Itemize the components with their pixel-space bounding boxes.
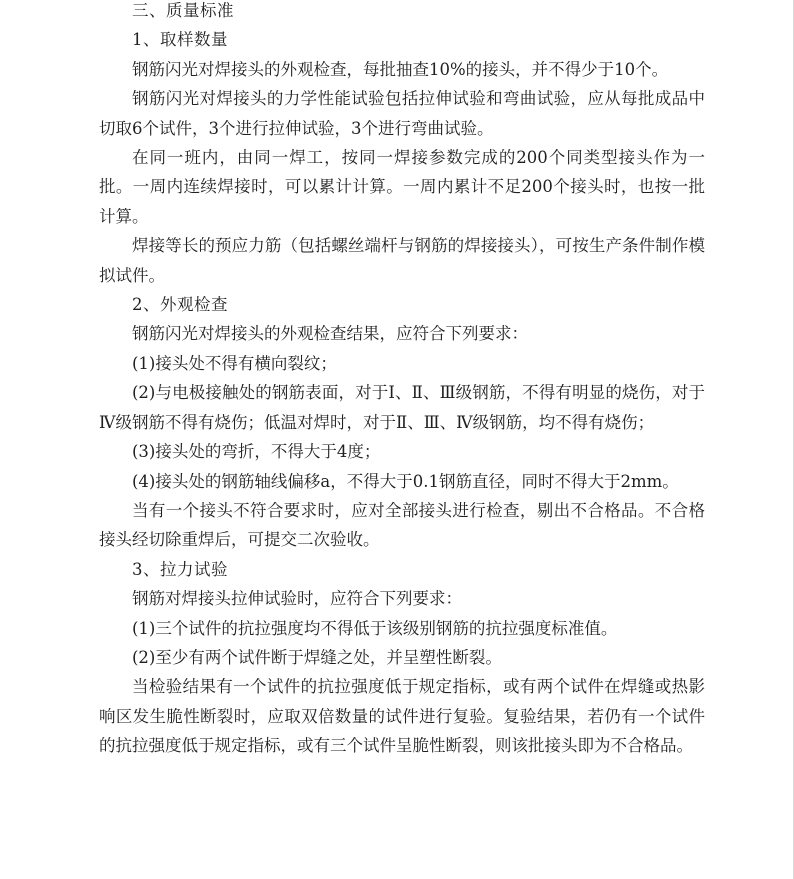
list-item-tensile-1: (1)三个试件的抗拉强度均不得低于该级别钢筋的抗拉强度标准值。 bbox=[132, 618, 618, 638]
subsection-heading-sampling: 1、取样数量 bbox=[132, 30, 228, 50]
document-body bbox=[99, 0, 705, 761]
subsection-heading-appearance: 2、外观检查 bbox=[132, 295, 228, 315]
section-heading-quality-standard: 三、质量标准 bbox=[132, 1, 234, 20]
subsection-heading-tensile-test: 3、拉力试验 bbox=[132, 559, 228, 579]
paragraph-appearance-requirements: 钢筋闪光对焊接头的外观检查结果，应符合下列要求： bbox=[132, 324, 528, 344]
paragraph-nonconforming-handling: 当有一个接头不符合要求时，应对全部接头进行检查，剔出不合格品。不合格接头经切除重焊后，可提交二次验收。 bbox=[99, 500, 705, 550]
list-item-requirement-1: (1)接头处不得有横向裂纹； bbox=[132, 353, 337, 373]
paragraph-mechanical-tests: 钢筋闪光对焊接头的力学性能试验包括拉伸试验和弯曲试验，应从每批成品中切取6个试件，3个进行拉伸试验，3个进行弯曲试验。 bbox=[99, 89, 705, 138]
paragraph-appearance-sampling: 钢筋闪光对焊接头的外观检查，每批抽查10%的接头，并不得少于10个。 bbox=[132, 59, 669, 79]
paragraph-prestressed-bars: 焊接等长的预应力筋（包括螺丝端杆与钢筋的焊接接头），可按生产条件制作模拟试件。 bbox=[99, 236, 705, 285]
list-item-tensile-2: (2)至少有两个试件断于焊缝之处，并呈塑性断裂。 bbox=[132, 647, 502, 667]
paragraph-retest-rule: 当检验结果有一个试件的抗拉强度低于规定指标，或有两个试件在焊缝或热影响区发生脆性断裂时，应取双倍数量的试件进行复验。复验结果，若仍有一个试件的抗拉强度低于规定指标，或有三个试件呈脆性断裂，则该批接头即为不合格品。 bbox=[99, 677, 705, 756]
list-item-requirement-4: (4)接头处的钢筋轴线偏移a，不得大于0.1钢筋直径，同时不得大于2mm。 bbox=[132, 471, 679, 491]
list-item-requirement-2: (2)与电极接触处的钢筋表面，对于Ⅰ、Ⅱ、Ⅲ级钢筋，不得有明显的烧伤，对于Ⅳ级钢筋不得有烧伤；低温对焊时，对于Ⅱ、Ⅲ、Ⅳ级钢筋，均不得有烧伤； bbox=[99, 383, 705, 432]
list-item-requirement-3: (3)接头处的弯折，不得大于4度； bbox=[132, 442, 381, 462]
paragraph-tensile-requirements: 钢筋对焊接头拉伸试验时，应符合下列要求： bbox=[132, 589, 462, 609]
paragraph-batch-definition: 在同一班内，由同一焊工，按同一焊接参数完成的200个同类型接头作为一批。一周内连续焊接时，可以累计计算。一周内累计不足200个接头时，也按一批计算。 bbox=[99, 148, 705, 226]
